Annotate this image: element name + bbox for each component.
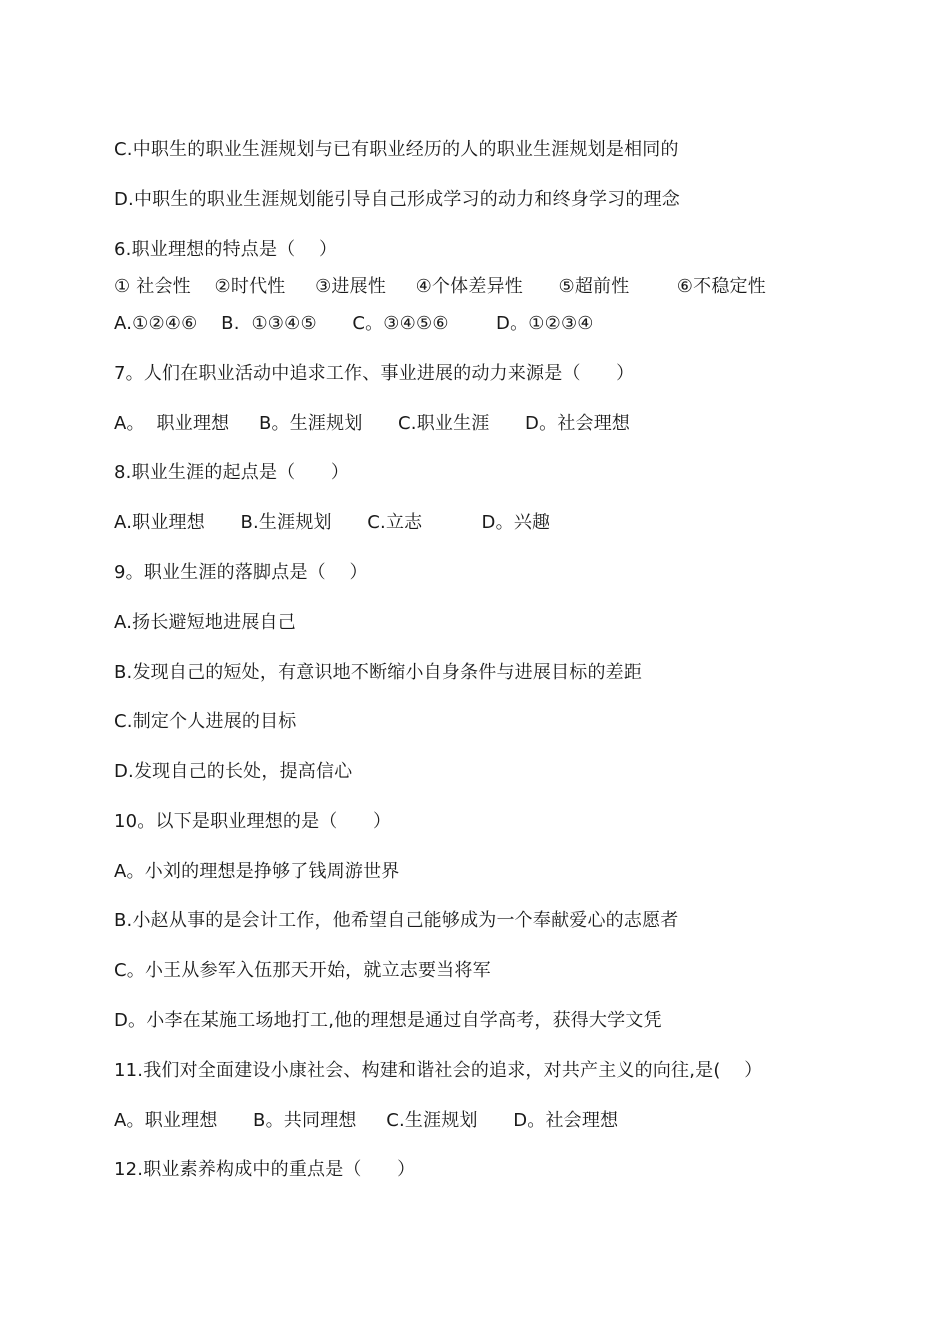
- question-11: 11.我们对全面建设小康社会、构建和谐社会的追求，对共产主义的向往,是( ）: [114, 1060, 763, 1081]
- question-6-items: ① 社会性 ②时代性 ③进展性 ④个体差异性 ⑤超前性 ⑥不稳定性: [114, 276, 766, 297]
- question-9: 9。职业生涯的落脚点是（ ）: [114, 562, 368, 583]
- option-10c: C。小王从参军入伍那天开始，就立志要当将军: [114, 960, 491, 981]
- option-9a: A.扬长避短地进展自己: [114, 612, 296, 633]
- option-9d: D.发现自己的长处，提高信心: [114, 761, 353, 782]
- option-5d: D.中职生的职业生涯规划能引导自己形成学习的动力和终身学习的理念: [114, 189, 680, 210]
- option-9b: B.发现自己的短处，有意识地不断缩小自身条件与进展目标的差距: [114, 662, 643, 683]
- option-10d: D。小李在某施工场地打工,他的理想是通过自学高考，获得大学文凭: [114, 1010, 662, 1031]
- question-11-options: A。职业理想 B。共同理想 C.生涯规划 D。社会理想: [114, 1110, 619, 1131]
- question-8-options: A.职业理想 B.生涯规划 C.立志 D。兴趣: [114, 512, 551, 533]
- option-10b: B.小赵从事的是会计工作，他希望自己能够成为一个奉献爱心的志愿者: [114, 910, 679, 931]
- question-12: 12.职业素养构成中的重点是（ ）: [114, 1159, 416, 1180]
- option-9c: C.制定个人进展的目标: [114, 711, 297, 732]
- question-8: 8.职业生涯的起点是（ ）: [114, 462, 350, 483]
- question-6-options: A.①②④⑥ B. ①③④⑤ C。③④⑤⑥ D。①②③④: [114, 313, 594, 334]
- question-10: 10。以下是职业理想的是（ ）: [114, 811, 392, 832]
- question-7: 7。人们在职业活动中追求工作、事业进展的动力来源是（ ）: [114, 363, 635, 384]
- question-6: 6.职业理想的特点是（ ）: [114, 239, 338, 260]
- option-5c: C.中职生的职业生涯规划与已有职业经历的人的职业生涯规划是相同的: [114, 139, 679, 160]
- option-10a: A。小刘的理想是挣够了钱周游世界: [114, 861, 400, 882]
- question-7-options: A。 职业理想 B。生涯规划 C.职业生涯 D。社会理想: [114, 413, 631, 434]
